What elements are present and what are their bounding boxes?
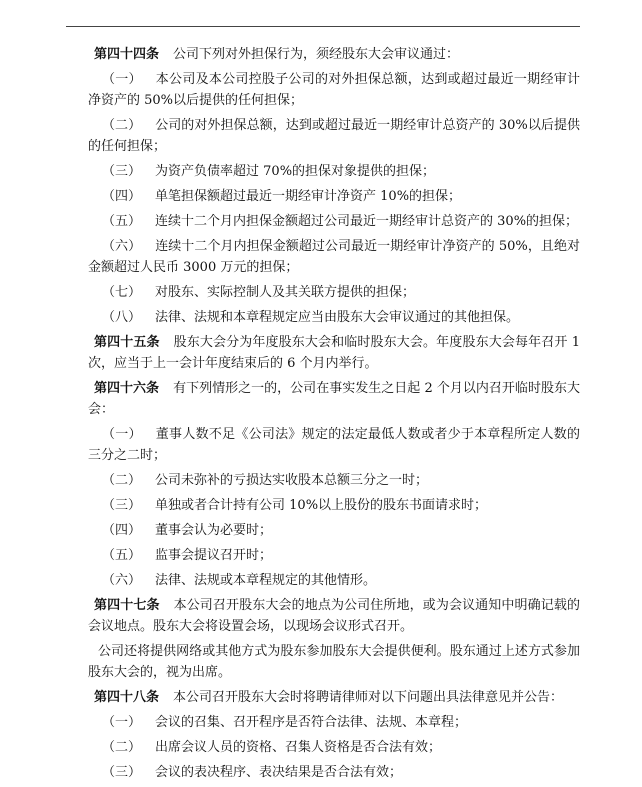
item-marker: （七） xyxy=(102,285,142,300)
article-paragraph xyxy=(88,595,580,637)
paragraph-text: 为资产负债率超过 70%的担保对象提供的担保； xyxy=(155,164,436,179)
article-paragraph xyxy=(88,378,580,420)
paragraph-text: 股东大会分为年度股东大会和临时股东大会。年度股东大会每年召开 1 次，应当于上一会计年度结束后的 6 个月内举行。 xyxy=(88,335,580,371)
list-item xyxy=(88,712,580,733)
list-item xyxy=(88,211,580,232)
list-item xyxy=(88,470,580,491)
article-paragraph xyxy=(88,687,580,708)
item-marker: （二） xyxy=(102,740,142,755)
paragraph-text: 监事会提议召开时； xyxy=(155,548,273,563)
header-rule xyxy=(66,26,580,27)
list-item xyxy=(88,762,580,783)
list-item xyxy=(88,282,580,303)
paragraph-text: 对股东、实际控制人及其关联方提供的担保； xyxy=(155,285,416,300)
paragraph xyxy=(88,641,580,683)
item-marker: （六） xyxy=(102,239,142,254)
article-paragraph xyxy=(88,332,580,374)
list-item xyxy=(88,236,580,278)
paragraph-text: 公司的对外担保总额，达到或超过最近一期经审计总资产的 30%以后提供的任何担保； xyxy=(88,118,580,154)
article-number: 第四十七条 xyxy=(94,598,160,613)
paragraph-text: 公司未弥补的亏损达实收股本总额三分之一时； xyxy=(155,473,429,488)
document-body xyxy=(88,44,580,787)
paragraph-text: 单独或者合计持有公司 10%以上股份的股东书面请求时； xyxy=(155,498,488,513)
paragraph-text: 单笔担保额超过最近一期经审计净资产 10%的担保； xyxy=(155,189,462,204)
paragraph-text: 会议的表决程序、表决结果是否合法有效； xyxy=(155,765,403,780)
paragraph-text: 董事会认为必要时； xyxy=(155,523,273,538)
paragraph-text: 法律、法规和本章程规定应当由股东大会审议通过的其他担保。 xyxy=(155,310,520,325)
list-item xyxy=(88,570,580,591)
article-paragraph xyxy=(88,44,580,65)
item-marker: （四） xyxy=(102,523,142,538)
article-number: 第四十四条 xyxy=(94,47,160,62)
paragraph-text: 本公司召开股东大会时将聘请律师对以下问题出具法律意见并公告： xyxy=(173,690,564,705)
paragraph-text: 会议的召集、召开程序是否符合法律、法规、本章程； xyxy=(155,715,468,730)
list-item xyxy=(88,186,580,207)
list-item xyxy=(88,424,580,466)
paragraph-text: 本公司及本公司控股子公司的对外担保总额，达到或超过最近一期经审计净资产的 50%以后提供的任何担保； xyxy=(88,72,580,108)
paragraph-text: 法律、法规或本章程规定的其他情形。 xyxy=(155,573,377,588)
paragraph-text: 连续十二个月内担保金额超过公司最近一期经审计净资产的 50%，且绝对金额超过人民币 3000 万元的担保； xyxy=(88,239,580,275)
paragraph-text: 公司下列对外担保行为，须经股东大会审议通过： xyxy=(173,47,460,62)
item-marker: （八） xyxy=(102,310,142,325)
item-marker: （二） xyxy=(102,473,142,488)
article-number: 第四十六条 xyxy=(94,381,160,396)
list-item xyxy=(88,115,580,157)
paragraph-text: 董事人数不足《公司法》规定的法定最低人数或者少于本章程所定人数的三分之二时； xyxy=(88,427,580,463)
item-marker: （一） xyxy=(102,72,142,87)
item-marker: （三） xyxy=(102,164,142,179)
item-marker: （一） xyxy=(102,715,142,730)
list-item xyxy=(88,307,580,328)
paragraph-text: 出席会议人员的资格、召集人资格是否合法有效； xyxy=(155,740,442,755)
list-item xyxy=(88,495,580,516)
article-number: 第四十五条 xyxy=(94,335,160,350)
list-item xyxy=(88,520,580,541)
item-marker: （三） xyxy=(102,498,142,513)
article-number: 第四十八条 xyxy=(94,690,160,705)
paragraph-text: 连续十二个月内担保金额超过公司最近一期经审计总资产的 30%的担保； xyxy=(155,214,579,229)
item-marker: （六） xyxy=(102,573,142,588)
item-marker: （三） xyxy=(102,765,142,780)
paragraph-text: 本公司召开股东大会的地点为公司住所地，或为会议通知中明确记载的会议地点。股东大会将设置会场，以现场会议形式召开。 xyxy=(88,598,580,634)
item-marker: （五） xyxy=(102,548,142,563)
list-item xyxy=(88,69,580,111)
paragraph-text: 公司还将提供网络或其他方式为股东参加股东大会提供便利。股东通过上述方式参加股东大会的，视为出席。 xyxy=(88,644,580,680)
item-marker: （五） xyxy=(102,214,142,229)
item-marker: （四） xyxy=(102,189,142,204)
paragraph-text: 有下列情形之一的，公司在事实发生之日起 2 个月以内召开临时股东大会： xyxy=(88,381,580,417)
item-marker: （二） xyxy=(102,118,142,133)
list-item xyxy=(88,737,580,758)
list-item xyxy=(88,161,580,182)
list-item xyxy=(88,545,580,566)
item-marker: （一） xyxy=(102,427,142,442)
